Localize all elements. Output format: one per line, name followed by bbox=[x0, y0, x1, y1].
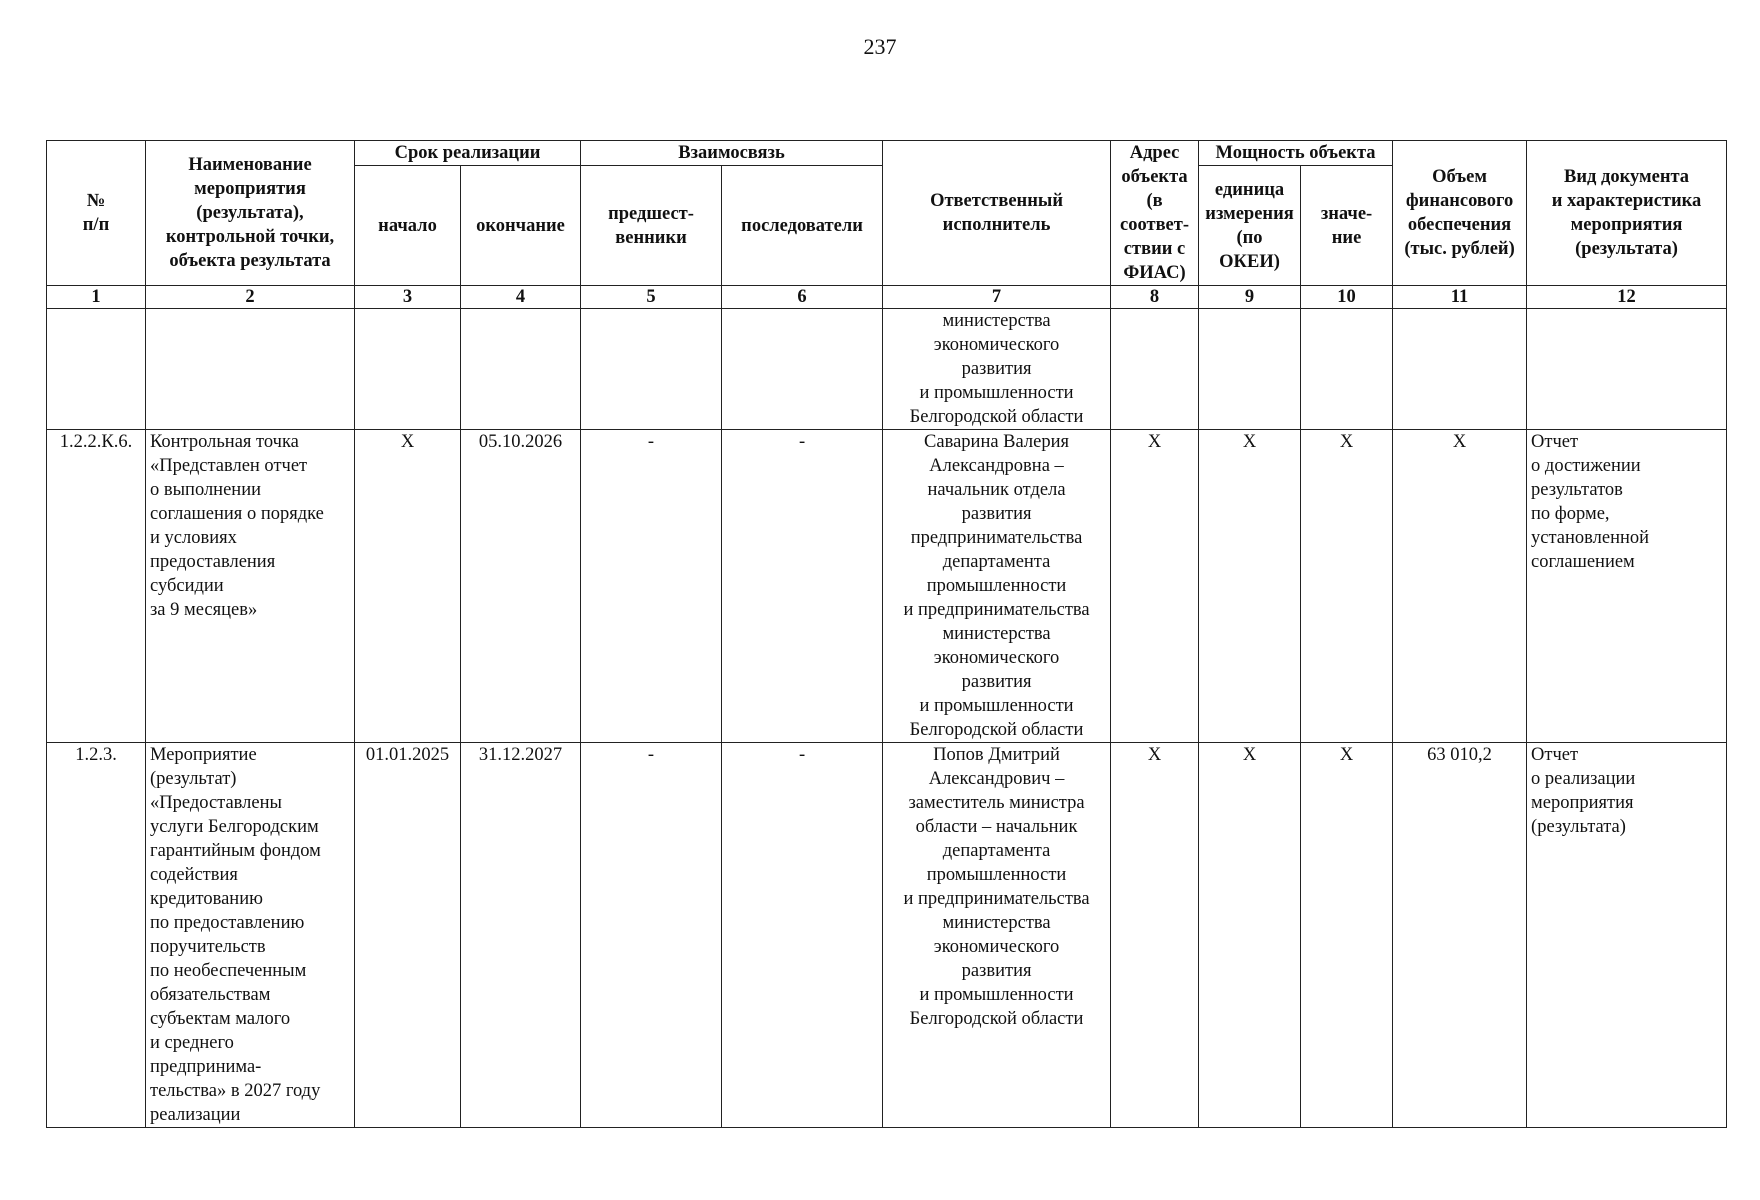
cell-finance: 63 010,2 bbox=[1393, 743, 1527, 1128]
page-number: 237 bbox=[863, 34, 897, 59]
header-doc-type: Вид документа и характеристика мероприятия (результата) bbox=[1527, 141, 1727, 286]
header-address: Адрес объекта (в соответ- ствии с ФИАС) bbox=[1111, 141, 1199, 286]
cell-doc: Отчет о реализации мероприятия (результата) bbox=[1527, 743, 1727, 1128]
cell-successors: - bbox=[722, 430, 883, 743]
header-relation: Взаимосвязь bbox=[581, 141, 883, 166]
cell-successors bbox=[722, 309, 883, 430]
plan-table bbox=[46, 140, 1727, 1128]
cell-address: X bbox=[1111, 743, 1199, 1128]
cell-start: 01.01.2025 bbox=[355, 743, 461, 1128]
cell-num bbox=[47, 309, 146, 430]
cell-address: X bbox=[1111, 430, 1199, 743]
header-finance: Объем финансового обеспечения (тыс. рублей) bbox=[1393, 141, 1527, 286]
column-number: 5 bbox=[581, 286, 722, 309]
table-header bbox=[47, 141, 1727, 309]
column-number: 6 bbox=[722, 286, 883, 309]
column-number: 12 bbox=[1527, 286, 1727, 309]
cell-finance: X bbox=[1393, 430, 1527, 743]
header-successors: последователи bbox=[722, 166, 883, 286]
cell-responsible: Попов Дмитрий Александрович – заместитель министра области – начальник департамента промышленности и предпринимательства министерства экономического развития и промышленности Белгородской области bbox=[883, 743, 1111, 1128]
cell-responsible: Саварина Валерия Александровна – начальник отдела развития предпринимательства департамента промышленности и предпринимательства министерства экономического развития и промышленности Белгородской области bbox=[883, 430, 1111, 743]
cell-doc bbox=[1527, 309, 1727, 430]
header-num: № п/п bbox=[47, 141, 146, 286]
column-number: 2 bbox=[146, 286, 355, 309]
cell-finance bbox=[1393, 309, 1527, 430]
header-capacity: Мощность объекта bbox=[1199, 141, 1393, 166]
cell-value bbox=[1301, 309, 1393, 430]
header-value: значе- ние bbox=[1301, 166, 1393, 286]
column-number: 7 bbox=[883, 286, 1111, 309]
table-row bbox=[47, 743, 1727, 1128]
cell-num: 1.2.3. bbox=[47, 743, 146, 1128]
table-body bbox=[47, 309, 1727, 1128]
cell-doc: Отчет о достижении результатов по форме, установленной соглашением bbox=[1527, 430, 1727, 743]
table-row bbox=[47, 430, 1727, 743]
header-predecessors: предшест- венники bbox=[581, 166, 722, 286]
cell-unit: X bbox=[1199, 743, 1301, 1128]
cell-end: 05.10.2026 bbox=[461, 430, 581, 743]
cell-name bbox=[146, 309, 355, 430]
column-number: 11 bbox=[1393, 286, 1527, 309]
header-responsible: Ответственный исполнитель bbox=[883, 141, 1111, 286]
cell-end: 31.12.2027 bbox=[461, 743, 581, 1128]
header-name: Наименование мероприятия (результата), контрольной точки, объекта результата bbox=[146, 141, 355, 286]
cell-end bbox=[461, 309, 581, 430]
cell-predecessors: - bbox=[581, 430, 722, 743]
column-number: 10 bbox=[1301, 286, 1393, 309]
header-end: окончание bbox=[461, 166, 581, 286]
cell-predecessors: - bbox=[581, 743, 722, 1128]
cell-name: Мероприятие (результат) «Предоставлены услуги Белгородским гарантийным фондом содействия кредитованию по предоставлению поручительств по необеспеченным обязательствам субъектам малого и среднего предпринима- тельства» в 2027 году реализации bbox=[146, 743, 355, 1128]
cell-successors: - bbox=[722, 743, 883, 1128]
cell-responsible: министерства экономического развития и промышленности Белгородской области bbox=[883, 309, 1111, 430]
cell-value: X bbox=[1301, 430, 1393, 743]
header-period: Срок реализации bbox=[355, 141, 581, 166]
column-number: 9 bbox=[1199, 286, 1301, 309]
cell-unit: X bbox=[1199, 430, 1301, 743]
cell-num: 1.2.2.К.6. bbox=[47, 430, 146, 743]
cell-value: X bbox=[1301, 743, 1393, 1128]
column-number: 8 bbox=[1111, 286, 1199, 309]
table-row bbox=[47, 309, 1727, 430]
column-number: 1 bbox=[47, 286, 146, 309]
column-numbers-row bbox=[47, 286, 1727, 309]
cell-start: X bbox=[355, 430, 461, 743]
column-number: 3 bbox=[355, 286, 461, 309]
column-number: 4 bbox=[461, 286, 581, 309]
cell-start bbox=[355, 309, 461, 430]
header-start: начало bbox=[355, 166, 461, 286]
cell-predecessors bbox=[581, 309, 722, 430]
cell-unit bbox=[1199, 309, 1301, 430]
header-unit: единица измерения (по ОКЕИ) bbox=[1199, 166, 1301, 286]
cell-address bbox=[1111, 309, 1199, 430]
cell-name: Контрольная точка «Представлен отчет о выполнении соглашения о порядке и условиях предоставления субсидии за 9 месяцев» bbox=[146, 430, 355, 743]
